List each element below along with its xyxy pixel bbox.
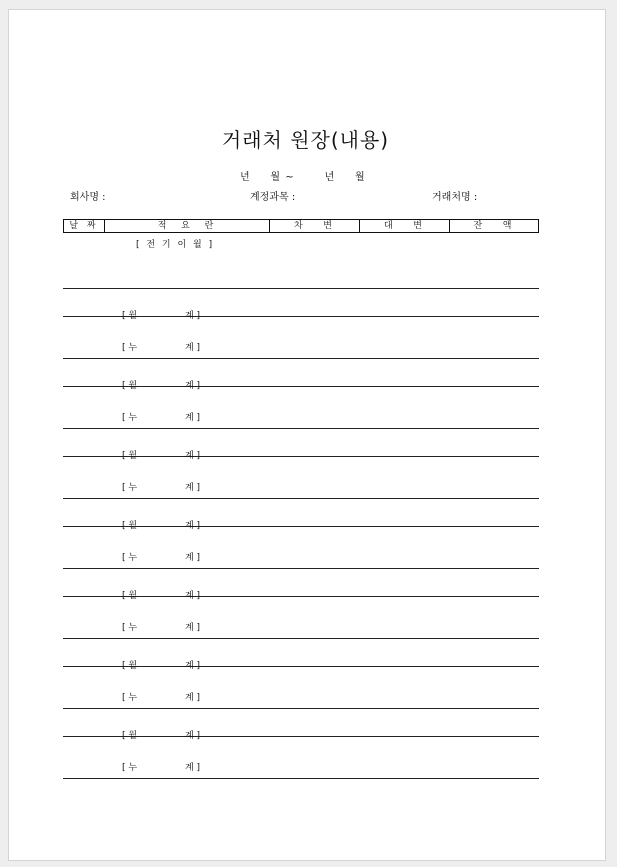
company-name-label: 회사명 :	[70, 192, 106, 203]
total-block	[122, 570, 222, 644]
month-total-row	[122, 730, 222, 742]
month-total-row	[122, 450, 222, 462]
cumulative-total-row	[122, 622, 222, 634]
total-block	[122, 360, 222, 434]
cumulative-total-right: 계 ]	[185, 413, 201, 423]
month-total-row	[122, 520, 222, 532]
cumulative-total-left: [ 누	[122, 553, 138, 563]
document-title: 거래처 원장(내용)	[221, 128, 390, 152]
cumulative-total-right: 계 ]	[185, 763, 201, 773]
month-total-left: [ 월	[122, 731, 138, 741]
cumulative-total-row	[122, 412, 222, 424]
account-title-label: 계정과목 :	[250, 192, 296, 203]
month-total-row	[122, 380, 222, 392]
cumulative-total-left: [ 누	[122, 343, 138, 353]
total-block	[122, 640, 222, 714]
month-total-right: 계 ]	[185, 731, 201, 741]
cumulative-total-left: [ 누	[122, 483, 138, 493]
month-total-right: 계 ]	[185, 451, 201, 461]
cumulative-total-right: 계 ]	[185, 553, 201, 563]
total-block	[122, 430, 222, 504]
cumulative-total-right: 계 ]	[185, 693, 201, 703]
cumulative-total-left: [ 누	[122, 763, 138, 773]
month-total-row	[122, 660, 222, 672]
cumulative-total-row	[122, 482, 222, 494]
total-block	[122, 500, 222, 574]
cumulative-total-left: [ 누	[122, 693, 138, 703]
month-total-row	[122, 310, 222, 322]
month-total-right: 계 ]	[185, 311, 201, 321]
month-total-right: 계 ]	[185, 661, 201, 671]
header-description: 적 요 란	[105, 220, 270, 232]
cumulative-total-left: [ 누	[122, 413, 138, 423]
cumulative-total-right: 계 ]	[185, 483, 201, 493]
header-credit: 대 변	[360, 220, 450, 232]
month-total-row	[122, 590, 222, 602]
period-range: 년 월 ~ 년 월	[240, 172, 365, 183]
header-debit: 차 변	[270, 220, 360, 232]
month-total-left: [ 월	[122, 381, 138, 391]
header-date: 날 짜	[64, 220, 105, 232]
month-total-left: [ 월	[122, 591, 138, 601]
cumulative-total-row	[122, 762, 222, 774]
month-total-right: 계 ]	[185, 381, 201, 391]
month-total-left: [ 월	[122, 311, 138, 321]
row-divider	[63, 288, 539, 289]
month-total-left: [ 월	[122, 451, 138, 461]
month-total-right: 계 ]	[185, 521, 201, 531]
cumulative-total-left: [ 누	[122, 623, 138, 633]
cumulative-total-right: 계 ]	[185, 343, 201, 353]
cumulative-total-row	[122, 692, 222, 704]
month-total-left: [ 월	[122, 521, 138, 531]
month-total-right: 계 ]	[185, 591, 201, 601]
carry-forward-label: [ 전 기 이 월 ]	[136, 240, 215, 250]
total-block	[122, 290, 222, 364]
total-block	[122, 710, 222, 784]
cumulative-total-right: 계 ]	[185, 623, 201, 633]
cumulative-total-row	[122, 342, 222, 354]
month-total-left: [ 월	[122, 661, 138, 671]
vendor-name-label: 거래처명 :	[432, 192, 478, 203]
cumulative-total-row	[122, 552, 222, 564]
ledger-header-row	[63, 219, 539, 233]
header-balance: 잔 액	[473, 221, 515, 231]
